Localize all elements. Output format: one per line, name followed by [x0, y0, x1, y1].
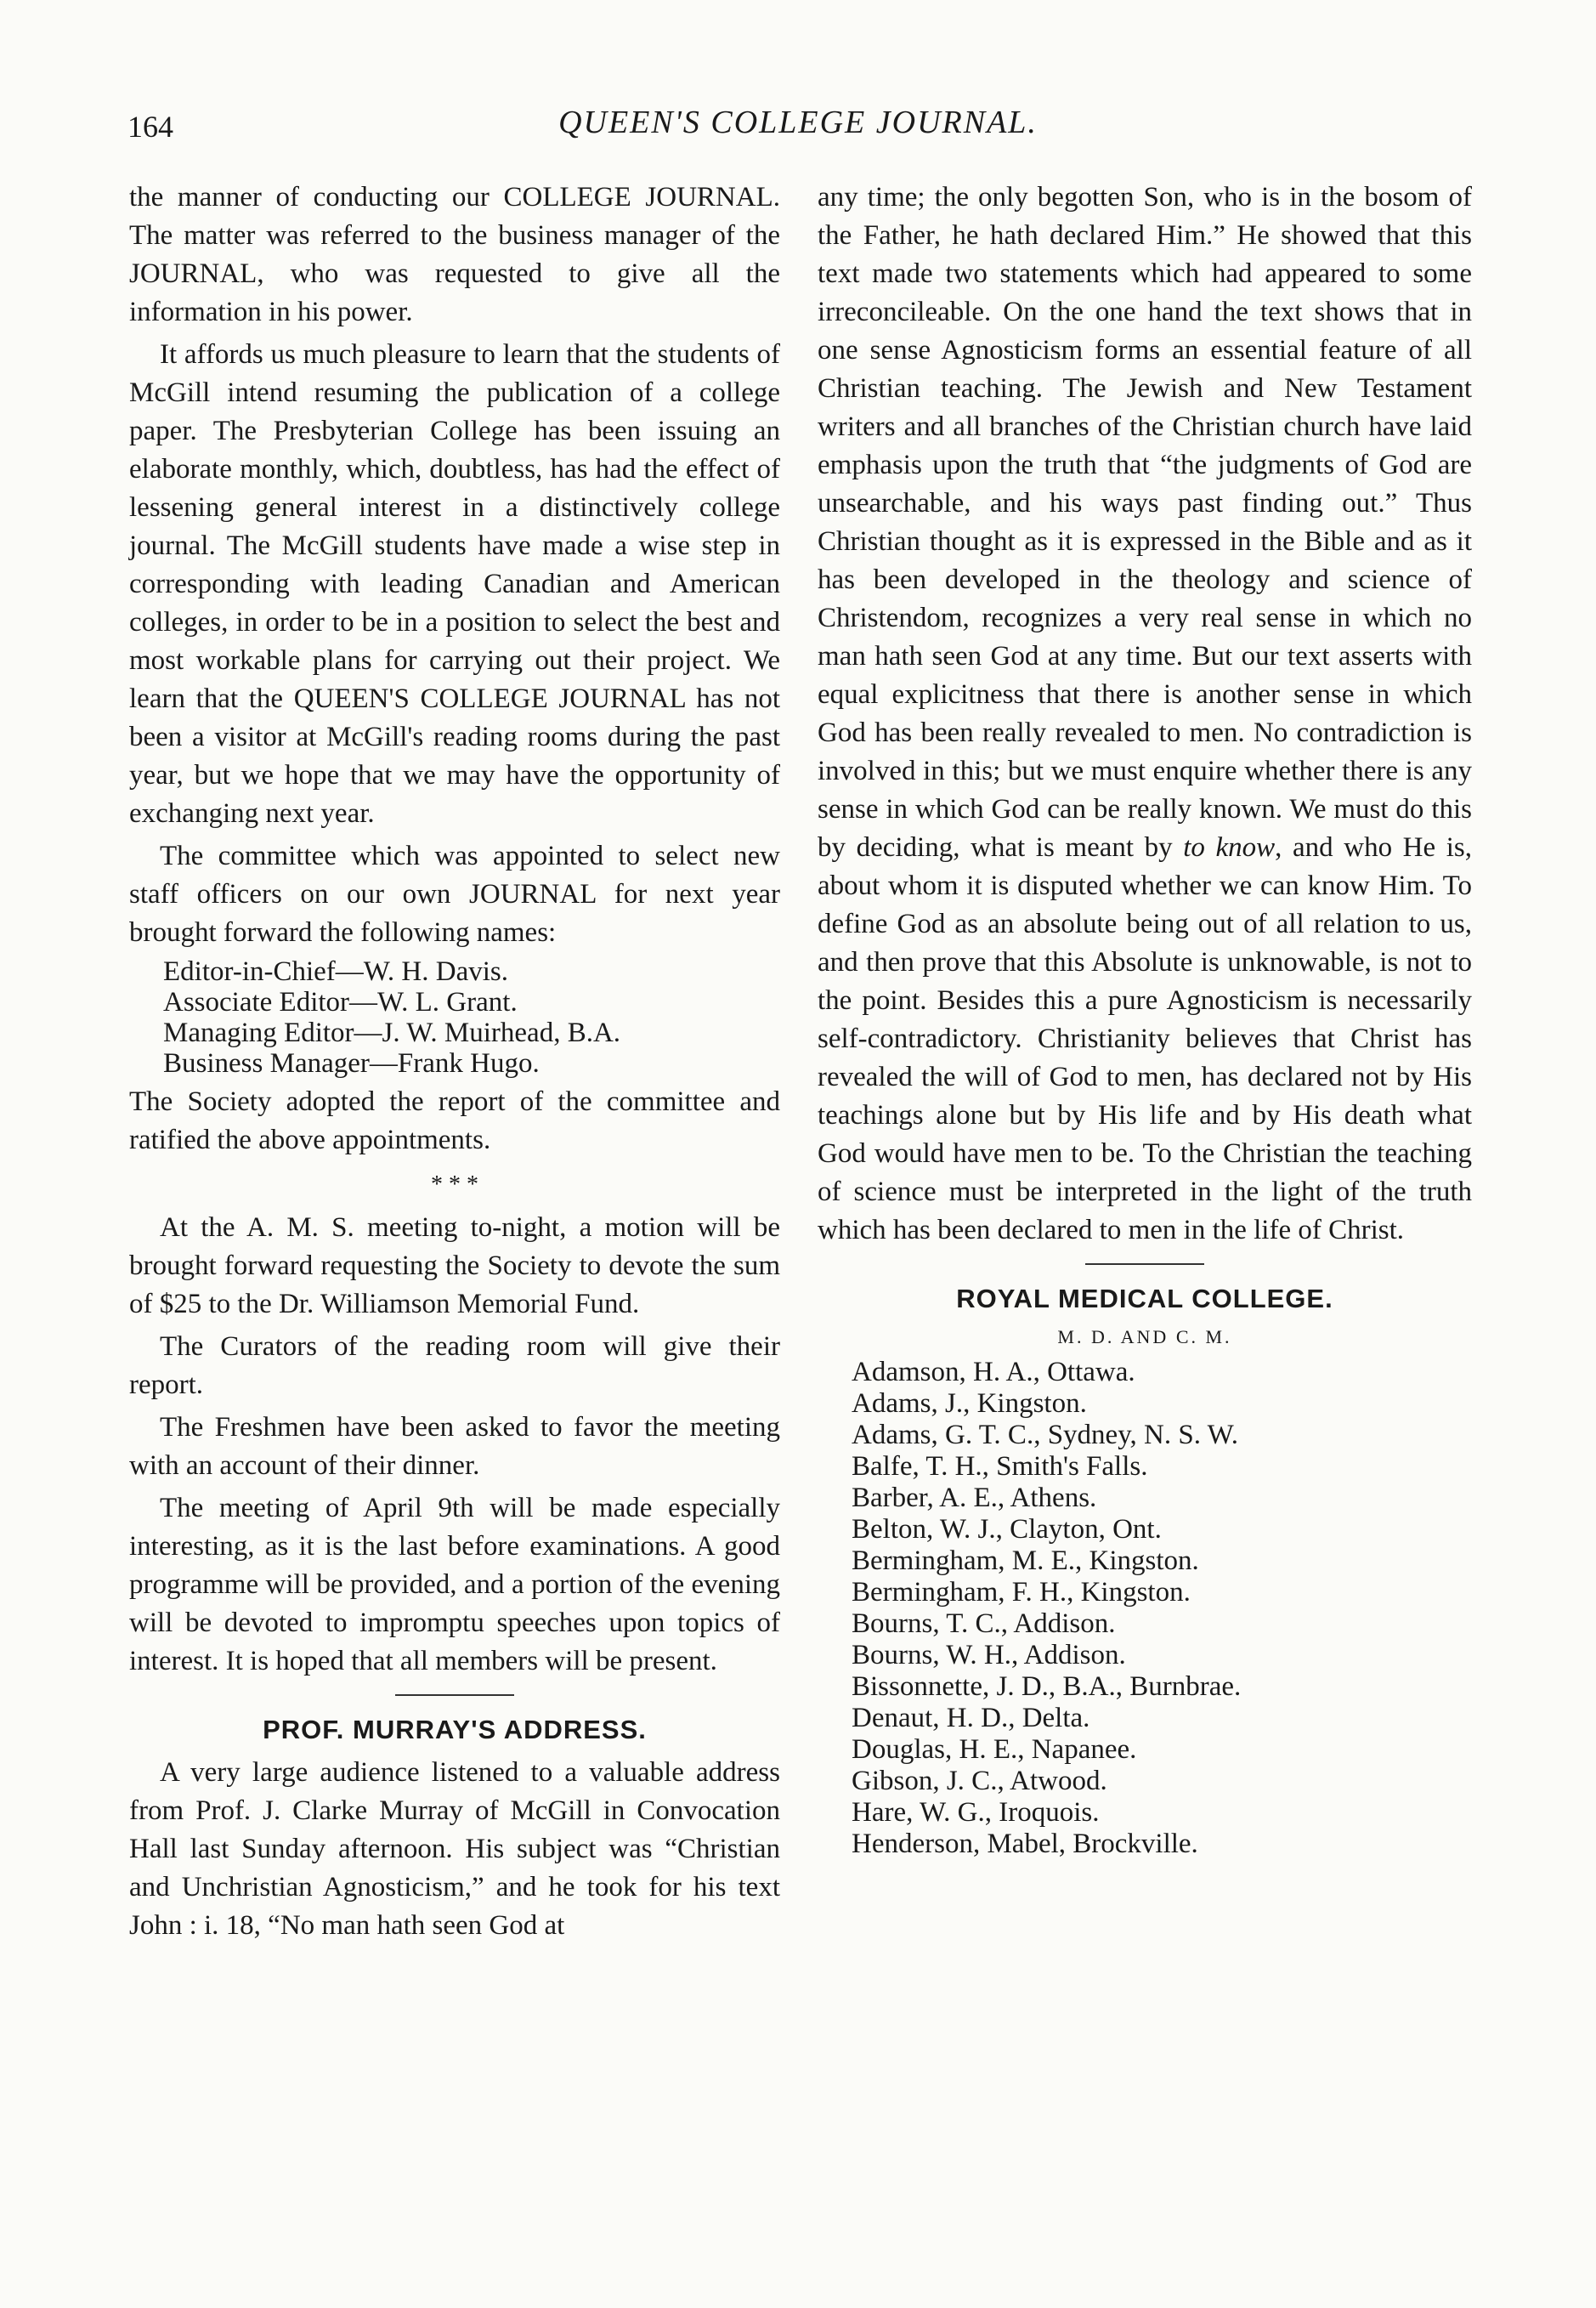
paragraph: It affords us much pleasure to learn that the students of McGill intend resuming the publication of a college paper. The Presbyterian College has been issuing an elaborate monthly, which, doubtless, has had the effect of lessening general interest in a distinctively college journal. The McGill students have made a wise step in corresponding with leading Canadian and American colleges, in order to be in a position to select the best and most workable plans for carrying out their project. We learn that the QUEEN'S COLLEGE JOURNAL has not been a visitor at McGill's reading rooms during the past year, but we hope that we may have the opportunity of exchanging next year. — [129, 339, 780, 829]
text-run: , and who He is, about whom it is disputed whether we can know Him. To define God as an absolute being out of all relation to us, and then prove that this Absolute is unknowable, is not to the point. Besides this a pure Agnosticism is necessarily self-contradictory. Christianity believes that Christ has revealed the will of God to men, has declared not by His teachings alone but by His life and by His death what God would have men to be. To the Christian the teaching of science must be interpreted in the light of the truth which has been declared to men in the life of Christ. — [818, 832, 1472, 1245]
staff-entry: Associate Editor—W. L. Grant. — [163, 987, 518, 1018]
paragraph: the manner of conducting our COLLEGE JOURNAL. The matter was referred to the business manager of the JOURNAL, who was requested to give all the information in his power. — [129, 182, 780, 327]
graduate-list — [852, 1357, 1472, 1860]
section-heading: ROYAL MEDICAL COLLEGE. — [956, 1284, 1333, 1313]
paragraph: The Freshmen have been asked to favor the meeting with an account of their dinner. — [129, 1412, 780, 1481]
list-item: Adams, J., Kingston. — [852, 1388, 1087, 1419]
running-head: QUEEN'S COLLEGE JOURNAL. — [558, 105, 1038, 140]
paragraph: The meeting of April 9th will be made especially interesting, as it is the last before examinations. A good programme will be provided, and a portion of the evening will be devoted to impromptu speeches upon topics of interest. It is hoped that all members will be present. — [129, 1493, 780, 1676]
list-item: Bermingham, M. E., Kingston. — [852, 1545, 1199, 1576]
list-item: Bourns, T. C., Addison. — [852, 1608, 1116, 1639]
italic-text: to know — [1183, 832, 1276, 863]
staff-list — [163, 956, 780, 1079]
list-item: Hare, W. G., Iroquois. — [852, 1797, 1100, 1828]
staff-entry: Managing Editor—J. W. Muirhead, B.A. — [163, 1018, 621, 1048]
text-run: any time; the only begotten Son, who is in the bosom of the Father, he hath declared Him.” He showed that this text made two statements which had appeared to some irreconcileable. On the one hand the text shows that in one sense Agnosticism forms an essential feature of all Christian teaching. The Jewish and New Testament writers and all branches of the Christian church have laid emphasis upon the truth that “the judgments of God are unsearchable, and his ways past finding out.” Thus Christian thought as it is expressed in the Bible and as it has been developed in the theology and science of Christendom, recognizes a very real sense in which no man hath seen God at any time. But our text asserts with equal explicitness that there is another sense in which God has been really revealed to men. No contradiction is involved in this; but we must enquire whether there is any sense in which God can be really known. We must do this by deciding, what is meant by — [818, 182, 1472, 863]
list-item: Gibson, J. C., Atwood. — [852, 1766, 1107, 1796]
section-break-stars: * * * — [431, 1171, 478, 1198]
list-item: Adamson, H. A., Ottawa. — [852, 1357, 1135, 1387]
list-item: Denaut, H. D., Delta. — [852, 1703, 1090, 1733]
list-item: Balfe, T. H., Smith's Falls. — [852, 1451, 1148, 1482]
paragraph: The Curators of the reading room will give their report. — [129, 1331, 780, 1400]
staff-entry: Editor-in-Chief—W. H. Davis. — [163, 956, 508, 987]
list-item: Bissonnette, J. D., B.A., Burnbrae. — [852, 1671, 1242, 1702]
paragraph: At the A. M. S. meeting to-night, a motion will be brought forward requesting the Society to devote the sum of $25 to the Dr. Williamson Memorial Fund. — [129, 1212, 780, 1319]
list-item: Bermingham, F. H., Kingston. — [852, 1577, 1191, 1608]
sub-heading: M. D. AND C. M. — [1057, 1326, 1232, 1347]
paragraph — [818, 179, 1472, 1250]
list-item: Douglas, H. E., Napanee. — [852, 1734, 1137, 1765]
page-number: 164 — [127, 110, 173, 144]
divider-rule — [395, 1694, 514, 1696]
section-heading: PROF. MURRAY'S ADDRESS. — [263, 1715, 647, 1744]
left-column — [129, 179, 780, 1949]
paragraph: The committee which was appointed to select new staff officers on our own JOURNAL for next year brought forward the following names: — [129, 841, 780, 948]
paragraph: A very large audience listened to a valuable address from Prof. J. Clarke Murray of McGill in Convocation Hall last Sunday afternoon. His subject was “Christian and Unchristian Agnosticism,” and he took for his text John : i. 18, “No man hath seen God at — [129, 1757, 780, 1941]
staff-entry: Business Manager—Frank Hugo. — [163, 1048, 540, 1079]
list-item: Barber, A. E., Athens. — [852, 1483, 1097, 1513]
list-item: Belton, W. J., Clayton, Ont. — [852, 1514, 1162, 1545]
list-item: Adams, G. T. C., Sydney, N. S. W. — [852, 1420, 1239, 1450]
divider-rule — [1085, 1263, 1204, 1265]
list-item: Bourns, W. H., Addison. — [852, 1640, 1126, 1670]
right-column — [818, 179, 1472, 1860]
paragraph: The Society adopted the report of the committee and ratified the above appointments. — [129, 1086, 780, 1155]
list-item: Henderson, Mabel, Brockville. — [852, 1829, 1198, 1859]
